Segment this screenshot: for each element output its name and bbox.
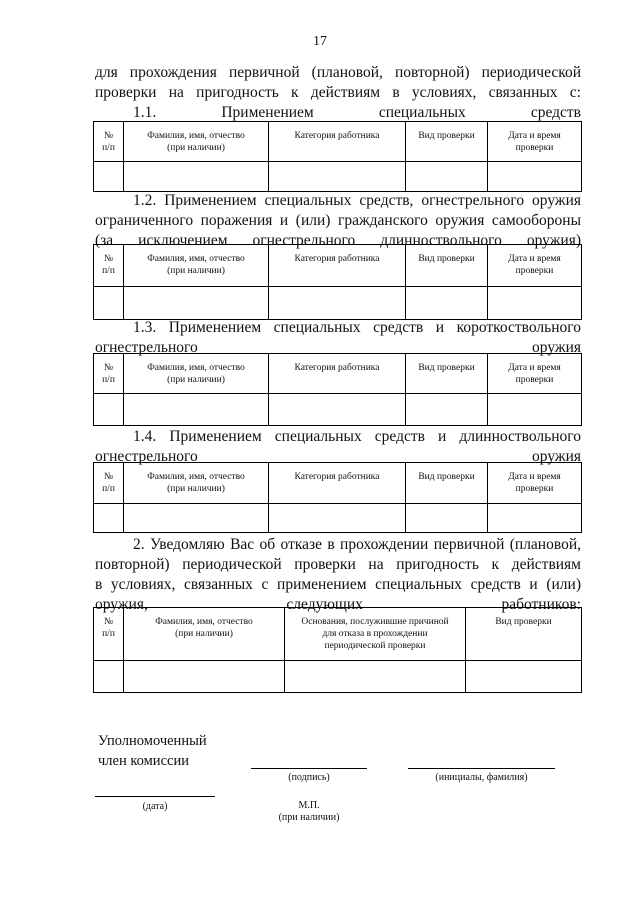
page-number: 17	[313, 34, 327, 49]
header-category: Категория работника	[269, 354, 406, 394]
header-check-type: Вид проверки	[406, 122, 488, 162]
header-num: № п/п	[94, 608, 124, 661]
header-reasons: Основания, послужившие причиной для отказа в прохождении периодической проверки	[285, 608, 466, 661]
signatory-role	[98, 731, 207, 771]
intro-line-2: проверки на пригодность к действиям в условиях, связанных с:	[95, 84, 581, 101]
table-cell[interactable]	[94, 504, 124, 533]
header-datetime: Дата и время проверки	[488, 122, 582, 162]
table-cell[interactable]	[466, 661, 582, 693]
table-1-4	[93, 462, 582, 533]
section-1-4-heading	[95, 427, 581, 467]
header-num: № п/п	[94, 245, 124, 287]
header-check-type: Вид проверки	[406, 354, 488, 394]
intro-paragraph	[95, 63, 581, 103]
initials-line[interactable]	[408, 768, 555, 769]
table-cell[interactable]	[269, 162, 406, 192]
header-datetime: Дата и время проверки	[488, 245, 582, 287]
table-cell[interactable]	[124, 287, 269, 320]
section-1-1-heading	[95, 103, 581, 123]
stamp-caption	[251, 800, 367, 824]
table-cell[interactable]	[124, 661, 285, 693]
section-1-1-line-1: 1.1. Применением специальных средств	[133, 104, 581, 121]
stamp-note: (при наличии)	[278, 812, 340, 823]
header-category: Категория работника	[269, 463, 406, 504]
section-1-4-line-2: огнестрельного оружия	[95, 448, 581, 465]
section-1-2-line-3: (за исключением огнестрельного длинноствольного оружия)	[95, 232, 581, 249]
table-cell[interactable]	[94, 661, 124, 693]
section-1-2-heading	[95, 191, 581, 251]
section-1-2-line-2: ограниченного поражения и (или) гражданского оружия самообороны	[95, 212, 581, 229]
table-cell[interactable]	[124, 394, 269, 426]
section-1-3-heading	[95, 318, 581, 358]
section-1-3-line-2: огнестрельного оружия	[95, 339, 581, 356]
table-1-2	[93, 244, 582, 320]
signature-line[interactable]	[251, 768, 367, 769]
header-check-type: Вид проверки	[406, 245, 488, 287]
table-row	[94, 162, 582, 192]
table-row	[94, 504, 582, 533]
table-cell[interactable]	[488, 394, 582, 426]
intro-line-1: для прохождения первичной (плановой, повторной) периодической	[95, 64, 581, 81]
table-cell[interactable]	[124, 162, 269, 192]
date-line[interactable]	[95, 796, 215, 797]
section-1-4-line-1: 1.4. Применением специальных средств и длинноствольного	[133, 428, 581, 445]
table-cell[interactable]	[269, 287, 406, 320]
table-row	[94, 394, 582, 426]
signatory-role-line-1: Уполномоченный	[98, 733, 207, 749]
section-2-paragraph	[95, 535, 581, 615]
table-cell[interactable]	[269, 504, 406, 533]
section-2-line-2: повторной) периодической проверки на пригодность к действиям	[95, 556, 581, 573]
section-1-2-line-1: 1.2. Применением специальных средств, огнестрельного оружия	[133, 192, 581, 209]
header-check-type: Вид проверки	[406, 463, 488, 504]
table-cell[interactable]	[488, 162, 582, 192]
header-num: № п/п	[94, 463, 124, 504]
table-cell[interactable]	[285, 661, 466, 693]
header-num: № п/п	[94, 354, 124, 394]
date-caption: (дата)	[142, 801, 168, 812]
header-fio: Фамилия, имя, отчество (при наличии)	[124, 122, 269, 162]
table-cell[interactable]	[94, 394, 124, 426]
table-cell[interactable]	[406, 287, 488, 320]
header-fio: Фамилия, имя, отчество (при наличии)	[124, 608, 285, 661]
table-2	[93, 607, 582, 693]
stamp-label: М.П.	[298, 800, 320, 811]
signature-caption: (подпись)	[288, 772, 330, 783]
header-datetime: Дата и время проверки	[488, 354, 582, 394]
table-row	[94, 287, 582, 320]
table-1-1	[93, 121, 582, 192]
header-datetime: Дата и время проверки	[488, 463, 582, 504]
initials-caption: (инициалы, фамилия)	[435, 772, 528, 783]
table-cell[interactable]	[406, 504, 488, 533]
table-cell[interactable]	[94, 162, 124, 192]
table-cell[interactable]	[124, 504, 269, 533]
table-cell[interactable]	[488, 504, 582, 533]
table-row	[94, 661, 582, 693]
header-fio: Фамилия, имя, отчество (при наличии)	[124, 354, 269, 394]
table-cell[interactable]	[269, 394, 406, 426]
header-category: Категория работника	[269, 245, 406, 287]
section-2-line-4: оружия, следующих работников:	[95, 596, 581, 613]
section-1-3-line-1: 1.3. Применением специальных средств и короткоствольного	[133, 319, 581, 336]
table-cell[interactable]	[488, 287, 582, 320]
section-2-line-3: в условиях, связанных с применением специальных средств и (или)	[95, 576, 581, 593]
table-cell[interactable]	[94, 287, 124, 320]
header-fio: Фамилия, имя, отчество (при наличии)	[124, 245, 269, 287]
header-num: № п/п	[94, 122, 124, 162]
table-1-3	[93, 353, 582, 426]
section-2-line-1: 2. Уведомляю Вас об отказе в прохождении первичной (плановой,	[133, 536, 581, 553]
table-cell[interactable]	[406, 162, 488, 192]
table-cell[interactable]	[406, 394, 488, 426]
signatory-role-line-2: член комиссии	[98, 753, 189, 769]
header-category: Категория работника	[269, 122, 406, 162]
header-fio: Фамилия, имя, отчество (при наличии)	[124, 463, 269, 504]
header-check-type: Вид проверки	[466, 608, 582, 661]
